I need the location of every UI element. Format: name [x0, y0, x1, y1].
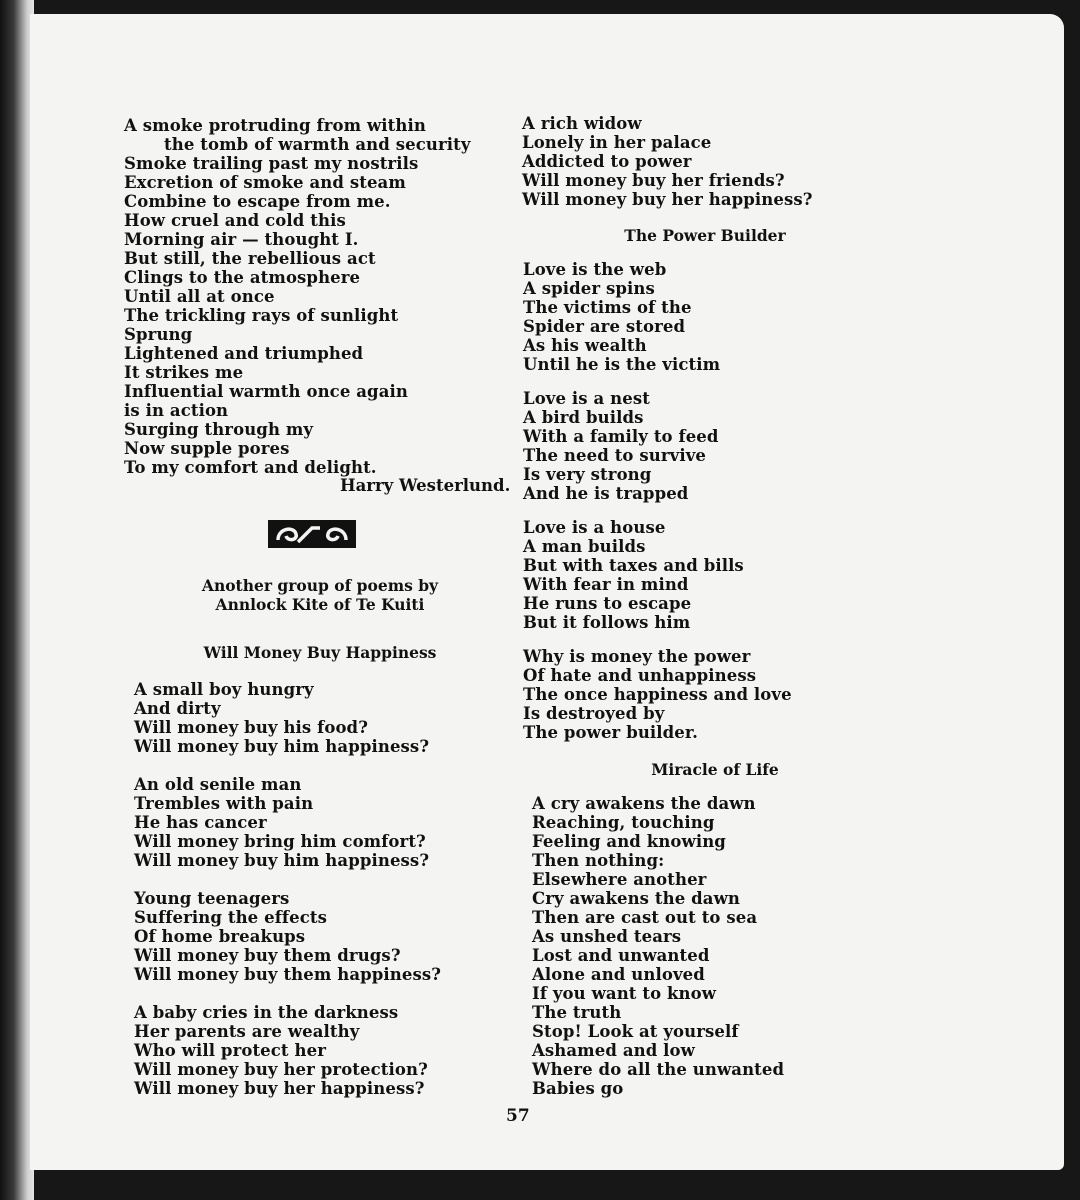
poem-line: Lost and unwanted [532, 946, 710, 965]
poem-line: Until he is the victim [523, 355, 721, 374]
poem-line: Trembles with pain [134, 794, 314, 813]
poem-line: Where do all the unwanted [532, 1060, 785, 1079]
poem-line: Her parents are wealthy [134, 1022, 360, 1041]
power-poem-title: The Power Builder [624, 226, 786, 245]
poem-line: Sprung [124, 325, 193, 344]
poem-line: But still, the rebellious act [124, 249, 376, 268]
poem-line: Smoke trailing past my nostrils [124, 154, 419, 173]
poem-line: A smoke protruding from within [124, 116, 426, 135]
poem-line: But it follows him [523, 613, 691, 632]
poem-line: Will money bring him comfort? [134, 832, 426, 851]
money-poem-left [134, 680, 441, 1098]
poem-line: With a family to feed [523, 427, 719, 446]
poem-line: A baby cries in the darkness [134, 1003, 399, 1022]
poem-line: Will money buy her friends? [522, 171, 785, 190]
poem-line: Addicted to power [522, 152, 692, 171]
poem-line: A cry awakens the dawn [532, 794, 756, 813]
poem-line: And he is trapped [523, 484, 689, 503]
poem-line: Love is the web [523, 260, 667, 279]
poem-line: The truth [532, 1003, 622, 1022]
poem-line: He has cancer [134, 813, 267, 832]
page-number: 57 [506, 1106, 530, 1126]
ornament-divider [268, 520, 356, 548]
poem-line: Of hate and unhappiness [523, 666, 757, 685]
poem-line: Will money buy him happiness? [134, 851, 430, 870]
poem-line: It strikes me [124, 363, 244, 382]
poem-line: Will money buy them drugs? [134, 946, 401, 965]
poem-line: Will money buy her protection? [134, 1060, 428, 1079]
stanza [134, 889, 441, 984]
poem-line: Will money buy him happiness? [134, 737, 430, 756]
poem-line: Ashamed and low [532, 1041, 695, 1060]
poem-line: Will money buy them happiness? [134, 965, 442, 984]
group-heading [150, 576, 490, 614]
poem-line: Lonely in her palace [522, 133, 712, 152]
poem-line: As his wealth [523, 336, 647, 355]
poem-line: Of home breakups [134, 927, 306, 946]
money-poem-right [522, 114, 813, 209]
stanza [523, 647, 792, 742]
poem-line: He runs to escape [523, 594, 692, 613]
power-poem [523, 260, 792, 742]
poem-line: A rich widow [522, 114, 642, 133]
poem-line: A man builds [523, 537, 646, 556]
poem-line: Love is a house [523, 518, 666, 537]
poem-line: A bird builds [523, 408, 644, 427]
book-gutter [0, 0, 34, 1200]
stanza [523, 260, 792, 374]
money-poem-title: Will Money Buy Happiness [203, 643, 437, 662]
poem-line: An old senile man [134, 775, 302, 794]
poem-line: Will money buy his food? [134, 718, 368, 737]
poem-line: Who will protect her [134, 1041, 326, 1060]
poem-line: Elsewhere another [532, 870, 707, 889]
poem-line: Feeling and knowing [532, 832, 726, 851]
poem-line: Reaching, touching [532, 813, 715, 832]
poem-line: Now supple pores [124, 439, 290, 458]
poem-line: Clings to the atmosphere [124, 268, 361, 287]
miracle-poem-title: Miracle of Life [651, 760, 779, 779]
poem-line: Alone and unloved [532, 965, 705, 984]
poem-line: Influential warmth once again [124, 382, 408, 401]
poem-author: Harry Westerlund. [340, 476, 511, 495]
stanza [134, 1003, 441, 1098]
poem-line: A spider spins [523, 279, 655, 298]
poem-line: Stop! Look at yourself [532, 1022, 739, 1041]
poem-line: Cry awakens the dawn [532, 889, 740, 908]
poem-line: Young teenagers [134, 889, 290, 908]
poem-line: Excretion of smoke and steam [124, 173, 406, 192]
poem-line: Surging through my [124, 420, 314, 439]
poem-line: Is very strong [523, 465, 652, 484]
stanza [523, 518, 792, 632]
poem-line: is in action [124, 401, 229, 420]
poem-line: Lightened and triumphed [124, 344, 364, 363]
poem-line: Suffering the effects [134, 908, 327, 927]
poem-line: Spider are stored [523, 317, 686, 336]
left-poem [124, 116, 471, 477]
stanza [523, 389, 792, 503]
poem-line: The victims of the [523, 298, 692, 317]
poem-line: Why is money the power [523, 647, 751, 666]
stanza [134, 775, 441, 870]
poem-line: Babies go [532, 1079, 624, 1098]
poem-line: Combine to escape from me. [124, 192, 391, 211]
poem-line: The trickling rays of sunlight [124, 306, 399, 325]
poem-line: Then are cast out to sea [532, 908, 758, 927]
poem-line: Will money buy her happiness? [134, 1079, 425, 1098]
poem-line: Love is a nest [523, 389, 650, 408]
poem-line: How cruel and cold this [124, 211, 346, 230]
group-heading-line: Annlock Kite of Te Kuiti [215, 595, 425, 614]
poem-line: To my comfort and delight. [124, 458, 377, 477]
poem-line: the tomb of warmth and security [164, 135, 471, 154]
poem-line: Until all at once [124, 287, 275, 306]
poem-line: Then nothing: [532, 851, 665, 870]
poem-line: Is destroyed by [523, 704, 665, 723]
stanza [134, 680, 441, 756]
poem-line: A small boy hungry [134, 680, 314, 699]
poem-line: The need to survive [523, 446, 706, 465]
poem-line: Will money buy her happiness? [522, 190, 813, 209]
poem-line: And dirty [134, 699, 221, 718]
poem-line: Morning air — thought I. [124, 230, 359, 249]
poem-line: The once happiness and love [523, 685, 792, 704]
poem-line: But with taxes and bills [523, 556, 744, 575]
group-heading-line: Another group of poems by [201, 576, 439, 595]
miracle-poem [532, 794, 784, 1098]
poem-line: With fear in mind [523, 575, 689, 594]
poem-line: The power builder. [523, 723, 699, 742]
poem-line: If you want to know [532, 984, 717, 1003]
poem-line: As unshed tears [532, 927, 682, 946]
